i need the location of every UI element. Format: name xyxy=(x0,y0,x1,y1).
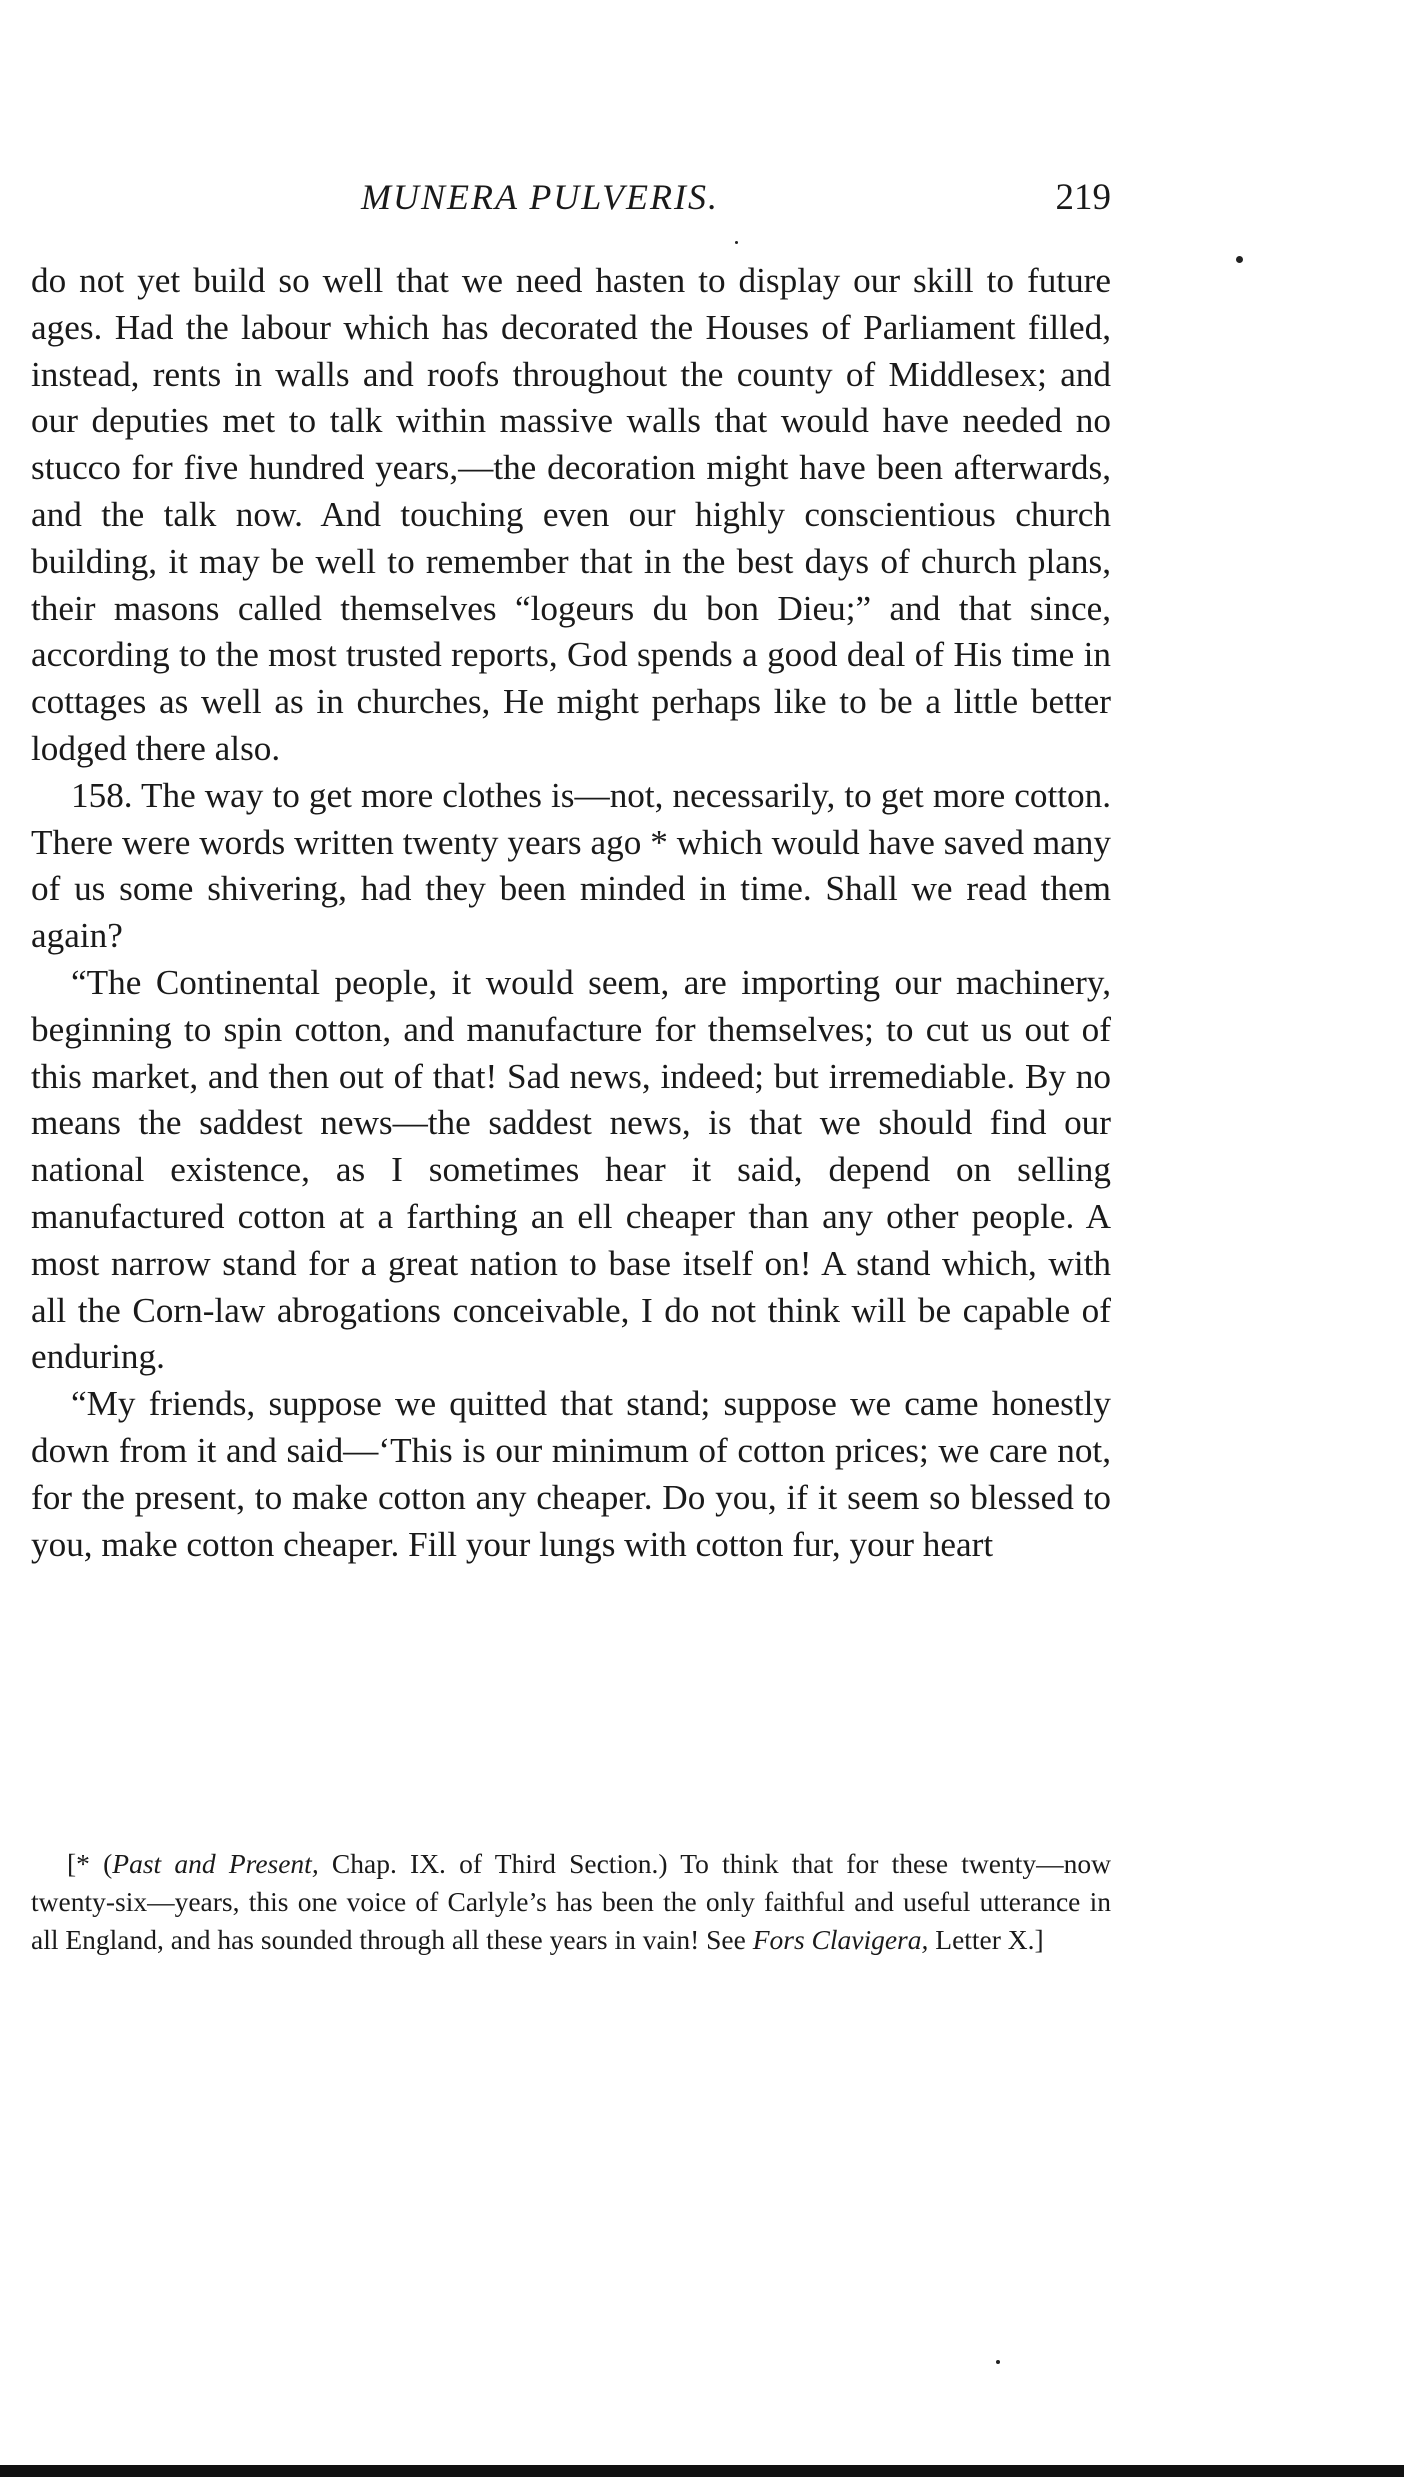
paragraph-158: 158. The way to get more clothes is—not, necessarily, to get more cotton. There were words written twenty years ago * which would have saved many of us some shivering, had they been minded in time. Shall we read them again? xyxy=(31,775,1111,956)
body-text xyxy=(31,258,1111,1568)
page-number: 219 xyxy=(1055,177,1111,218)
footnote-close: Letter X.] xyxy=(928,1924,1044,1955)
paragraph-continued: do not yet build so well that we need hasten to display our skill to future ages. Had the labour which has decorated the Houses of Parliament filled, instead, rents in walls and roofs throughout the county of Middlesex; and our deputies met to talk within massive walls that would have needed no stucco for five hundred years,—the decoration might have been afterwards, and the talk now. And touching even our highly conscientious church building, it may be well to remember that in the best days of church plans, their masons called themselves “logeurs du bon Dieu;” and that since, according to the most trusted reports, God spends a good deal of His time in cottages as well as in churches, He might perhaps like to be a little better lodged there also. xyxy=(31,261,1111,768)
footnote xyxy=(31,1845,1111,1959)
scan-speck xyxy=(735,241,738,244)
scan-speck xyxy=(1236,256,1243,263)
footnote-ref-title: Fors Clavigera, xyxy=(752,1924,929,1955)
quotation-paragraph-2: “My friends, suppose we quitted that stand; suppose we came honestly down from it and said—‘This is our minimum of cotton prices; we care not, for the present, to make cotton any cheaper. Do you, if it seem so blessed to you, make cotton cheaper. Fill your lungs with cotton fur, your heart xyxy=(31,1384,1111,1564)
quotation-paragraph-1: “The Continental people, it would seem, are importing our machinery, beginning to spin cotton, and manufacture for themselves; to cut us out of this market, and then out of that! Sad news, indeed; but irremediable. By no means the saddest news—the saddest news, is that we should find our national existence, as I sometimes hear it said, depend on selling manufactured cotton at a farthing an ell cheaper than any other people. A most narrow stand for a great nation to base itself on! A stand which, with all the Corn-law abrogations conceivable, I do not think will be capable of enduring. xyxy=(31,962,1111,1377)
scan-bottom-edge xyxy=(0,2465,1404,2477)
footnote-open: [* ( xyxy=(67,1848,113,1879)
running-head xyxy=(31,176,1111,226)
footnote-source-title: Past and Present, xyxy=(112,1848,319,1879)
scan-speck xyxy=(996,2360,1000,2364)
footnote-body: Chap. IX. of Third Section.) To think that for these twenty—now twenty-six—years, this one voice of Carlyle’s has been the only faithful and useful utterance in all England, and has sounded through all these years in vain! See xyxy=(31,1848,1112,1955)
running-title: MUNERA PULVERIS. xyxy=(361,177,719,217)
